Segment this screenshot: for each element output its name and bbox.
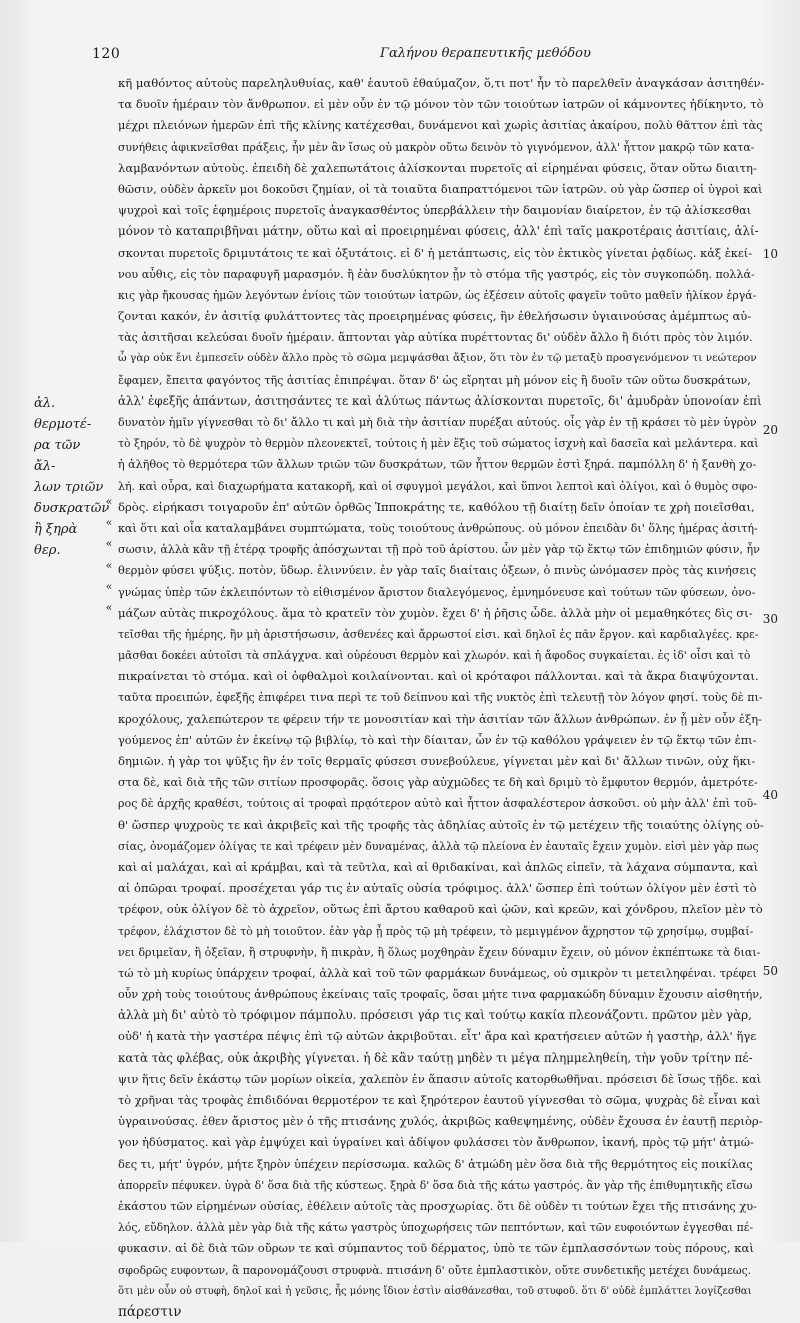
text-line: κροχόλους, χαλεπώτερον τε φέρειν τήν τε μονοσιτίαν καὶ τὴν ἀσιτίαν τῶν ἄλλων ἀνθρώπων. ἐν ᾗ μὲν οὖν ἐξη- [118,711,762,726]
marginal-note-line: λων τριῶν [34,480,104,495]
text-line: τρέφον, οὐκ ὀλίγον δὲ τὸ ἀχρεῖον, οὕτως ἐπὶ ἄρτου καθαροῦ καὶ ᾠῶν, καὶ κρεῶν, καὶ χόνδρου, πλεῖον μὲν τὸ [118,902,763,917]
quotation-mark: « [105,600,113,614]
text-line: μᾶσθαι δοκέει αὐτοῖσι τὰ σπλάγχνα. καὶ οὐρέουσι θερμὸν καὶ χλωρόν. καὶ ἡ ἄφοδος συγκαίεται. ἐς ἰδ' οἷσι καὶ τὸ [118,649,751,663]
body-text [118,73,764,1323]
text-line: ψυχροὶ καὶ τοῖς ἐφημέροις πυρετοῖς ἀναγκασθέντος ὑπερβάλλειν τὴν δαιμονίαν διαίρετον, ἐν τῷ ἀλίσκεσθαι [118,203,752,218]
text-line: μέχρι πλειόνων ἡμερῶν ἐπὶ τῆς κλίνης κατέχεσθαι, δυνάμενοι καὶ χωρὶς ἀσιτίας ἀκαίρου, πολὺ θᾶττον ἐπὶ τὰς [118,118,763,133]
marginal-note [34,393,110,561]
text-line: οὖν χρὴ τοὺς τοιούτους ἀνθρώπους ἐκείναις ταῖς τροφαῖς, ὅσαι μήτε τινα φαρμακώδη δύναμιν ἔχουσιν αἰσθητήν, [118,988,763,1002]
text-line: πάρεστιν [118,1303,182,1320]
text-line: συνήθεις ἀφικνεῖσθαι πράξεις, ἦν μὲν ἂν ἴσως οὐ μακρὸν οὕτω δεινὸν τὸ γιγνόμενον, ἀλλ' ἧττον μακρῷ τῶν κατα- [118,140,755,154]
page-number: 120 [92,46,121,62]
text-line: τεῖσθαι τῆς ἡμέρης, ἢν μὴ ἀριστήσωσιν, ἀσθενέες καὶ ἄρρωστοί εἰσι. καὶ δηλοῖ ἐς πᾶν ἔργον. καὶ καρδιαλγέες. κρε- [118,627,759,641]
text-line: νου αὖθις, εἰς τὸν παραφυγῆ μαρασμόν. ἢ ἐὰν δυσλύκητον ᾖν τὸ στόμα τῆς γαστρός, εἰς τὸν συγκοπώδη. πολλά- [118,267,755,281]
text-line: θερμὸν φύσει ψύξις. ποτὸν, ὕδωρ. ἐλιννύειν. ἐν γὰρ ταῖς διαίταις ὀξεων, ὁ πινὺς ὠνόμασεν πρὸς τὰς κινήσεις [118,563,757,578]
text-line: δες τι, μήτ' ὑγρόν, μήτε ξηρὸν ὑπέχειν περίσσωμα. καλῶς δ' ἀτμώδη μὲν ὅσα διὰ τῆς θερμότητος εἰς ποικίλας [118,1156,753,1171]
text-line: κῆ μαθόντος αὐτοὺς παρεληλυθυίας, καθ' ἑαυτοῦ ἐθαύμαζον, ὅ,τι ποτ' ἦν τὸ παρελθεῖν ἀναγκάσαν ἀσιτηθέν- [118,76,765,90]
marginal-note-line: ρα τῶν ἄλ- [34,438,81,474]
quotation-mark: « [105,495,113,508]
text-line: ρος δὲ ἀρχῆς κραθέσι, τούτοις αἱ τροφαὶ πρᾳότερον αὐτὸ καὶ ἧττον ἀσφαλέστερον ἀσκοῦσι. οὐ μὴν ἀλλ' ἐπὶ τοῦ- [118,797,758,811]
text-line: σωσιν, ἀλλὰ κἂν τῇ ἑτέρᾳ τροφῆς ἀπόσχωνται τῇ πρὸ τοῦ ἀρίστου. ὧν μὲν γὰρ τῷ ἕκτῳ τῶν ἐπιδημιῶν φύσιν, ἦν [118,543,760,557]
text-line: σφοδρῶς ευφοντων, ἃ παρονομάζουσι στρυφνὰ. πτισάνη δ' οὔτε ἐμπλαστικὸν, οὔτε συνδετικῆς μετέχει δυνάμεως. [118,1263,752,1277]
text-line: πικραίνεται τὸ στόμα. καὶ οἱ ὀφθαλμοὶ κοιλαίνονται. καὶ οἱ κρόταφοι πάλλονται. καὶ τὰ ἄκρα διαψύχονται. [118,669,759,684]
text-line: ψιν ἥτις δεῖν ἑκάστῳ τῶν μορίων οἰκεία, χαλεπὸν ἐν ἅπασιν αὐτοῖς κατορθωθῆναι. πρόσεισι δὲ ἴσως τῇδε. καὶ [118,1071,762,1086]
text-line: μόνον τὸ καταπριβῆναι μάτην, οὕτω καὶ αἱ προειρημέναι φύσεις, ἀλλ' ἐπὶ ταῖς μακροτέραις ἀσιτίαις, ἁλί- [118,224,759,239]
text-line: ἀπορρεῖν πέφυκεν. ὑγρὰ δ' ὅσα διὰ τῆς κύστεως. ξηρὰ δ' ὅσα διὰ τῆς κάτω γαστρός. ἂν γὰρ τῆς ἐπιθυμητικῆς εἴσω [118,1178,753,1192]
text-line: γούμενος ἐπ' αὐτῶν ἐν ἐκείνῳ τῷ βιβλίῳ, τὸ καὶ τὴν δίαιταν, ὧν ἐν τῷ καθόλου γράψειεν ἐν τῷ ἕκτῳ τῶν ἐπι- [118,732,757,747]
marginal-note-line: ἀλ. θερμοτέ- [34,396,92,432]
text-line: τὸ χρῆναι τὰς τροφὰς ἐπιδιδόναι θερμοτέρον τε καὶ ξηρότερον ἑαυτοῦ γίγνεσθαι τὸ σῶμα, ψυχρὰς δὲ εἶναι καὶ [118,1093,761,1107]
text-line: αἱ ὀπῶραι τροφαί. προσέχεται γάρ τις ἐν αὐταῖς οὐσία τρόφιμος. ἀλλ' ὥσπερ ἐπὶ τούτων ὀλίγον μὲν ἐστὶ τὸ [118,881,757,896]
line-number: 10 [762,247,778,261]
marginal-note-line: ἢ ξηρὰ θερ. [34,522,78,558]
text-line: καὶ αἱ μαλάχαι, καὶ αἱ κράμβαι, καὶ τὰ τεῦτλα, καὶ αἱ θριδακίναι, καὶ ἁπλῶς εἰπεῖν, τὰ λάχανα σύμπαντα, καὶ [118,859,759,874]
text-line: λός, εὔδηλον. ἀλλὰ μὲν γὰρ διὰ τῆς κάτω γαστρὸς ὑποχωρήσεις τῶν πεπτόντων, καὶ τῶν ευφοιόντων ἐγγεσθαι πέ- [118,1221,753,1235]
text-line: δρὸς. εἰρήκασι τοιγαροῦν ἐπ' αὐτῶν ὀρθῶς Ἱπποκράτης τε, καθόλου τῇ διαίτῃ δεῖν ὁποίαν τε χρὴ ποιεῖσθαι, [118,499,755,514]
text-line: τρέφον, ἐλάχιστον δὲ τὸ μὴ τοιοῦτον. ἐὰν γὰρ ᾖ πρὸς τῷ μὴ τρέφειν, τὸ μεμιγμένον ἄχρηστον τῷ χρησίμῳ, συμβαί- [118,924,754,938]
quotation-marks [102,491,116,618]
text-line: ἀλλὰ μὴ δι' αὐτὸ τὸ τρόφιμον πάμπολυ. πρόσεισι γάρ τις καὶ τούτῳ κακία πλεονάζοντι. πρῶτον μὲν γὰρ, [118,1008,752,1023]
text-line: ἔφαμεν, ἔπειτα φαγόντος τῆς ἀσιτίας ἐπιπρέψαι. ὅταν δ' ὡς εἴρηται μὴ μόνον εἰς ἢ δυοῖν τῶν οὕτω δυσκράτων, [118,373,751,387]
text-line: ζονται κακόν, ἐν ἀσιτίᾳ φυλάττοντες τὰς προειρημένας φύσεις, ἢν ἐθελήσωσιν ὑγιαινούσας ἀμέμπτως αὐ- [118,309,752,324]
text-line: τα δυοῖν ἡμέραιν τὸν ἄνθρωπον. εἰ μὲν οὖν ἐν τῷ μόνον τὸν τῶν τοιούτων ἰατρῶν οἱ κάμνοντες ἠδίκηντο, τὸ [118,97,764,112]
text-line: ταῦτα προειπών, ἐφεξῆς ἐπιφέρει τινα περὶ τε τοῦ δείπνου καὶ τῆς νυκτὸς ἐπὶ τελευτῇ τὸν λόγον φησί. τοὺς δὲ πι- [118,691,763,705]
quotation-mark: « [105,537,113,551]
text-line: τὰς ἀσιτῆσαι κελεύσαι δυοῖν ἡμέραιν. ἅπτονται γὰρ αὐτίκα πυρέττοντας δι' οὐδὲν ἄλλο ἢ διότι πρὸς τὸν λιμόν. [118,331,753,345]
text-line: ὧ γὰρ οὐκ ἔνι ἐμπεσεῖν οὐδὲν ἄλλο πρὸς τὸ σῶμα μεμψάσθαι ἄξιον, ὅτι τὸν ἐν τῷ μεταξὺ προσγενόμενον τι νεώτερον [118,352,757,365]
line-number: 40 [762,788,778,802]
text-line: γνώμας ὑπὲρ τῶν ἐκλειπόντων τὸ εἰθισμένον ἄριστον διαλεγόμενος, ἐμνημόνευσε καὶ τούτων τῶν φύσεων, ὀνο- [118,585,756,599]
text-line: τὸ ξηρόν, τὸ δὲ ψυχρὸν τὸ θερμὸν πλεονεκτεῖ, τούτοις ἡ μὲν ἕξις τοῦ σώματος ἰσχνὴ καὶ δασεῖα καὶ μελάντερα. καὶ [118,437,759,451]
text-line: μάζων αὐτὰς πικροχόλους. ἅμα τὸ κρατεῖν τὸν χυμὸν. ἔχει δ' ἡ ῥῆσις ὧδε. ἀλλὰ μὴν οἱ μεμαθηκότες δὶς σι- [118,605,753,620]
text-line: θ' ὥσπερ ψυχροὺς τε καὶ ἀκριβεῖς καὶ τῆς τροφῆς τὰς ἀδηλίας αὐτοῖς ἐν τῷ μετέχειν τῆς τοιαύτης ὀλίγης οὐ- [118,817,764,832]
text-line: νει δριμεῖαν, ἢ ὀξεῖαν, ἢ στρυφνὴν, ἢ πικρὰν, ἢ ὅλως μοχθηρὰν ἔχειν δύναμιν ἔχειν, οὐ μόνον ἐκπέπτωκε τὰ διαι- [118,945,761,959]
text-line: θῶσιν, οὐδὲν ἀρκεῖν μοι δοκοῦσι ζημίαν, οἱ τὰ τοιαῦτα διαπραττόμενοι τῶν ἰατρῶν. οὐ γὰρ ὥσπερ οἱ ὑγροὶ καὶ [118,181,763,196]
text-line: λή. καὶ οὖρα, καὶ διαχωρήματα κατακορῆ, καὶ οἱ σφυγμοὶ μεγάλοι, καὶ ὕπνοι λεπτοὶ καὶ ὀλίγοι, καὶ ὁ θυμὸς σφο- [118,479,758,493]
text-line: σκονται πυρετοῖς δριμυτάτοις τε καὶ ὀξυτάτοις. εἰ δ' ἡ μετάπτωσις, εἰς τὸν ἐκτικὸς γίνεται ῥᾳδίως. κἀξ ἐκεί- [118,245,753,260]
text-line: ἡ ἀλῆθος τὸ θερμότερα τῶν ἄλλων τριῶν τῶν δυσκράτων, τῶν ἧττον θερμῶν ἐστὶ ξηρά. παμπόλλη δ' ἡ ξανθὴ χο- [118,458,757,472]
running-head: Γαλήνου θεραπευτικῆς μεθόδου [380,46,591,61]
marginal-note-line: δυσκρατῶν [34,501,110,516]
text-line: καὶ ὅτι καὶ οἷα καταλαμβάνει συμπτώματα, τοὺς τοιούτους ἀνθρώπους. οὐ μόνον ἐπειδὰν δι' ὅλης ἡμέρας ἀσιτή- [118,521,758,535]
text-line: στα δὲ, καὶ διὰ τῆς τῶν σιτίων προσφορᾶς. ὅσοις γὰρ αὐχμῶδες τε δὴ καὶ δριμὺ τὸ ἔμφυτον θερμόν, ἀμετρότε- [118,775,758,790]
text-line: ὅτι μὲν οὖν οὐ στυφὴ, δηλοῖ καὶ ἡ γεῦσις, ἧς μόνης ἴδιον ἐστὶν αἰσθάνεσθαι, τοῦ στυφοῦ. ὅτι δ' οὐδὲ ἐμπλάττει λογίζεσθαι [118,1285,752,1297]
line-number: 30 [762,612,778,626]
quotation-mark: « [105,558,113,572]
quotation-mark: « [105,579,113,593]
text-line: σίας, ὀνομάζομεν ὀλίγας τε καὶ τρέφειν μὲν δυναμένας, ἀλλὰ τῷ πλείονα ἐν ἑαυταῖς ἔχειν χυμὸν. εἰσὶ μὲν γὰρ πως [118,839,759,853]
text-line: δυνατὸν ἡμῖν γίγνεσθαι τὸ δι' ἄλλο τι καὶ μὴ διὰ τὴν ἀσιτίαν πυρέξαι αὐτούς. οἷς γὰρ ἐν τῇ κράσει τὸ μὲν ὑγρὸν [118,416,757,429]
text-line: ἀλλ' ἐφεξῆς ἀπάντων, ἀσιτησάντες τε καὶ ἀλύτως πάντως ἀλίσκονται πυρετοῖς, δι' ἀμυδρὰν ὑπονοίαν ἐπὶ [118,393,762,408]
text-line: οὐδ' ἡ κατὰ τὴν γαστέρα πέψις ἐπὶ τῷ αὐτῶν ἀκριβοῦται. εἶτ' ἄρα καὶ κρατήσειεν αὐτῶν ἡ γαστὴρ, ἀλλ' ἥγε [118,1029,757,1044]
text-line: φυκασιν. αἱ δὲ διὰ τῶν οὔρων τε καὶ σύμπαντος τοῦ δέρματος, ὑπὸ τε τῶν ἐμπλασσόντων τοὺς πόρους, καὶ [118,1241,754,1256]
text-line: ἐκάστου τῶν εἰρημένων οὐσίας, ἐθέλειν αὐτοῖς τὰς προσχωρίας. ὅτι δὲ οὐδὲν τι τούτων ἔχει τῆς πτισάνης χυ- [118,1198,757,1213]
text-line: τώ τὸ μὴ κυρίως ὑπάρχειν τροφαί, ἀλλὰ καὶ τοῦ τῶν φαρμάκων δυνάμεως, οὐ σμικρὸν τι μετειληφέναι. τρέφει [118,965,757,980]
quotation-mark: « [105,516,113,530]
text-line: κις γὰρ ἤκουσας ἡμῶν λεγόντων ἐνίοις τῶν τοιούτων ἰατρῶν, ὡς ἐξέσειν αὐτοῖς φαγεῖν τοῦτο μαθεῖν ἡλίκον ἐργά- [118,288,757,302]
text-line: ὑγραινούσας. ἐθεν ἄριστος μὲν ὁ τῆς πτισάνης χυλός, ἀκριβῶς καθεψημένης, οὐδὲν ἔχουσα ἐν ἑαυτῇ περιὸρ- [118,1114,763,1129]
line-number: 50 [762,964,778,978]
text-line: γον ἡδύσματος. καὶ γὰρ ἐμψύχει καὶ ὑγραίνει καὶ ἀδίψον φυλάσσει τὸν ἄνθρωπον, ἱκανή, πρὸς τῷ μήτ' ἀτμώ- [118,1135,754,1150]
text-line: δημιῶν. ἡ γὰρ τοι ψῦξις ἣν ἐν τοῖς θερμαῖς φύσεσι συνεβούλευε, γίγνεται μὲν καὶ δι' ἄλλων τινῶν, οὐχ ἥκι- [118,754,756,768]
text-line: κατὰ τὰς φλέβας, οὐκ ἀκριβὴς γίγνεται. ἡ δὲ κἂν ταύτῃ μηδὲν τι μέγα πλημμεληθείη, τὴν γοῦν τρίτην πέ- [118,1050,753,1065]
line-number: 20 [762,423,778,437]
text-line: λαμβανόντων αὐτοὺς. ἐπειδὴ δὲ χαλεπωτάτοις ἁλίσκονται πυρετοῖς αἱ εἰρημέναι φύσεις, ὅταν οὕτω διαιτη- [118,160,757,175]
